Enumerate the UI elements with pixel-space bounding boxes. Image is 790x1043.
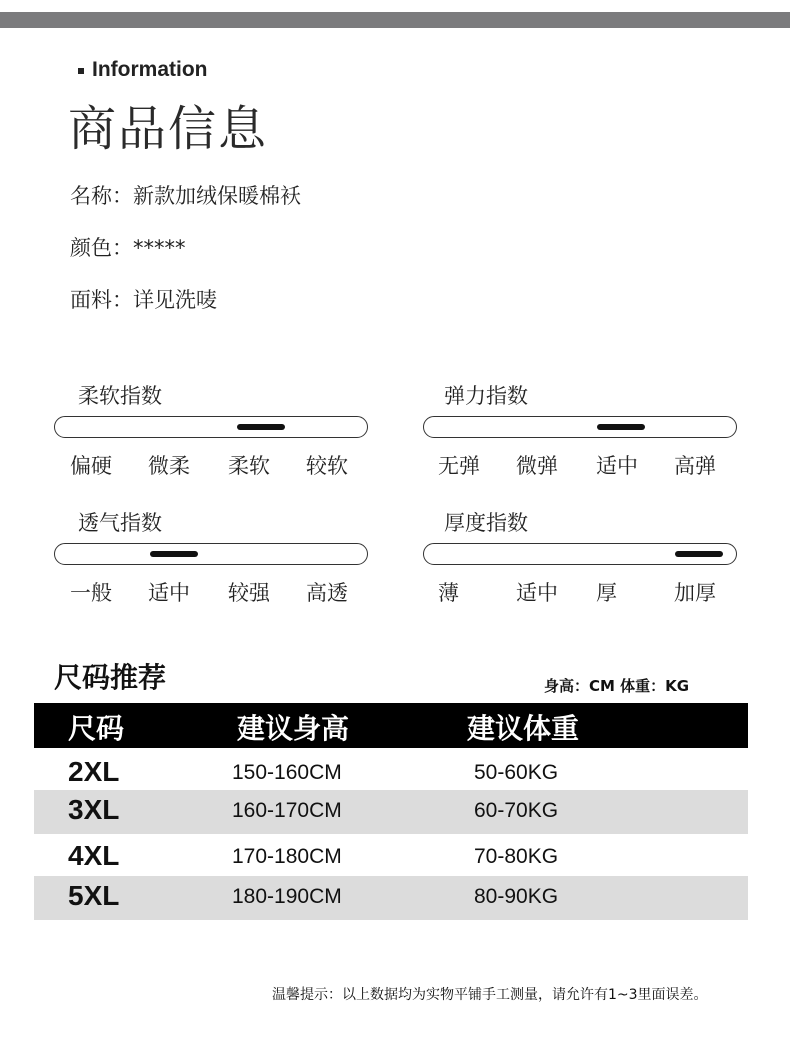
table-row [34,790,748,834]
footnote: 温馨提示：以上数据均为实物平铺手工测量，请允许有1~3里面误差。 [272,987,708,1003]
breathability-option: 高透 [306,581,348,605]
row-size: 4XL [68,840,120,871]
row-weight: 60-70KG [474,799,559,822]
field-color-value: ***** [133,236,186,260]
info-label [78,58,208,82]
softness-title: 柔软指数 [78,384,162,408]
column-header-size: 尺码 [68,712,125,745]
breathability-option: 较强 [228,581,270,605]
info-label-text: Information [92,58,208,81]
softness-option: 偏硬 [70,454,112,478]
field-name-value: 新款加绒保暖棉袄 [133,184,301,208]
size-table-header [34,703,748,748]
field-color [70,232,186,262]
softness-option: 柔软 [228,454,270,478]
elasticity-knob [597,424,645,430]
thickness-slider [423,543,737,565]
row-weight: 70-80KG [474,845,559,868]
elasticity-title: 弹力指数 [444,384,528,408]
elasticity-option: 高弹 [674,454,716,478]
table-row [34,876,748,920]
row-size: 3XL [68,794,120,825]
elasticity-option: 适中 [596,454,638,478]
breathability-option: 适中 [148,581,190,605]
bullet-icon [78,68,84,74]
field-fabric-value: 详见洗唛 [133,288,217,312]
field-name-key: 名称： [70,184,133,208]
row-weight: 50-60KG [474,761,559,784]
size-heading: 尺码推荐 [54,661,167,694]
row-weight: 80-90KG [474,885,559,908]
elasticity-option: 无弹 [438,454,480,478]
softness-option: 微柔 [148,454,190,478]
field-fabric [70,284,217,314]
breathability-option: 一般 [70,581,112,605]
top-bar [0,12,790,28]
field-name [70,180,301,210]
elasticity-slider [423,416,737,438]
field-fabric-key: 面料： [70,288,133,312]
elasticity-option: 微弹 [516,454,558,478]
column-header-height: 建议身高 [237,712,350,745]
unit-note: 身高：CM 体重：KG [544,677,690,695]
row-height: 180-190CM [232,885,342,908]
breathability-knob [150,551,198,557]
column-header-weight: 建议体重 [467,712,580,745]
breathability-title: 透气指数 [78,511,162,535]
row-height: 150-160CM [232,761,342,784]
thickness-option: 适中 [516,581,558,605]
thickness-knob [675,551,723,557]
field-color-key: 颜色： [70,236,133,260]
thickness-option: 薄 [438,581,459,605]
thickness-option: 厚 [596,581,617,605]
page-title: 商品信息 [68,101,269,157]
softness-option: 较软 [306,454,348,478]
row-size: 5XL [68,880,120,911]
softness-slider [54,416,368,438]
thickness-title: 厚度指数 [444,511,528,535]
table-row [34,836,748,880]
row-height: 170-180CM [232,845,342,868]
row-size: 2XL [68,756,120,787]
row-height: 160-170CM [232,799,342,822]
breathability-slider [54,543,368,565]
softness-knob [237,424,285,430]
thickness-option: 加厚 [674,581,716,605]
